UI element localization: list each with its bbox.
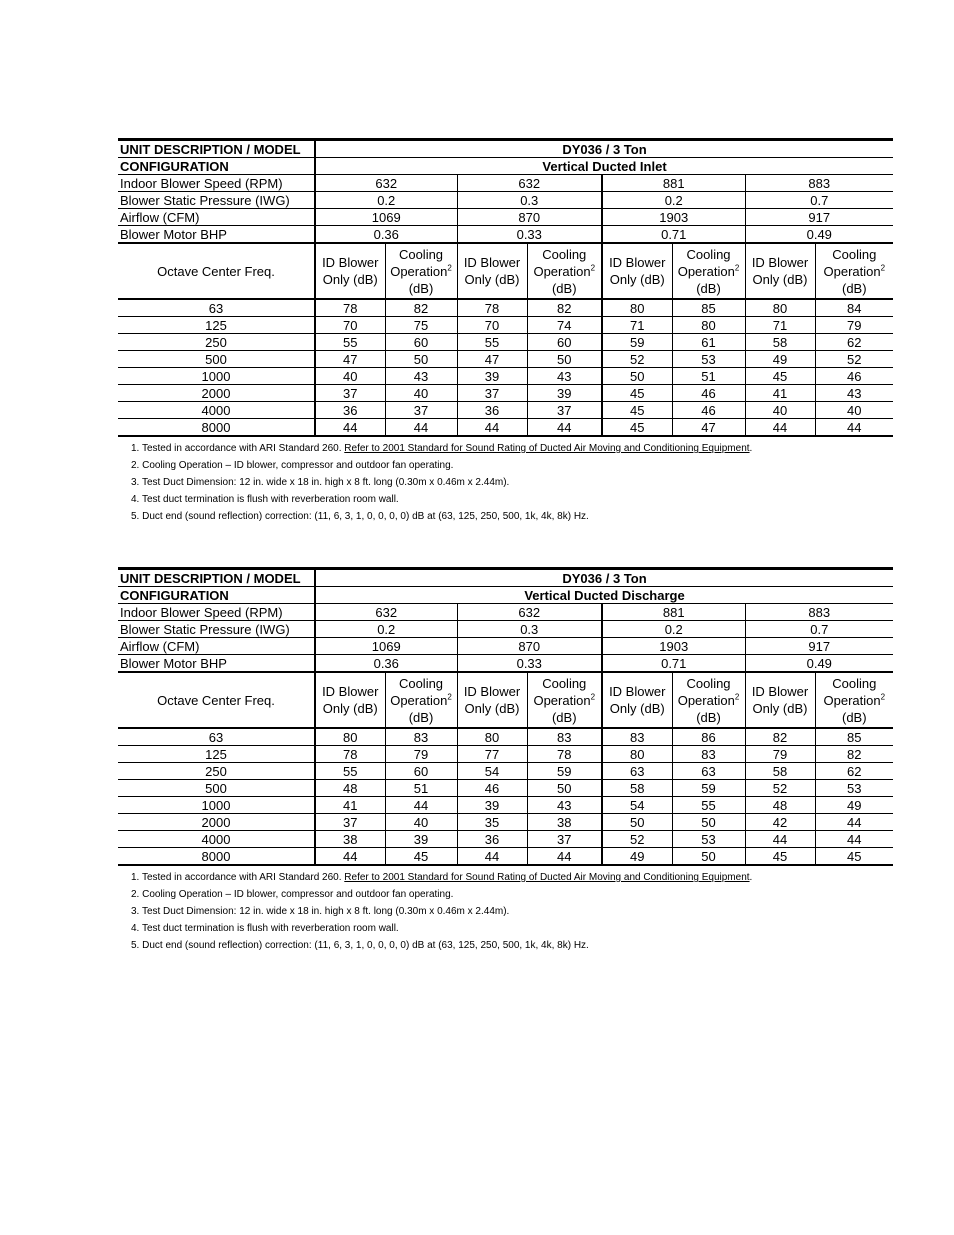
db-value-cell: 80	[315, 728, 385, 746]
db-value-cell: 51	[385, 780, 457, 797]
airflow-value: 1069	[315, 638, 457, 655]
static-pressure-value: 0.7	[745, 621, 893, 638]
db-value-cell: 86	[672, 728, 745, 746]
footnote: 3. Test Duct Dimension: 12 in. wide x 18 in. high x 8 ft. long (0.30m x 0.46m x 2.44m).	[131, 477, 510, 488]
db-value-cell: 55	[315, 334, 385, 351]
db-value-cell: 36	[457, 831, 527, 848]
db-value-cell: 59	[527, 763, 602, 780]
db-value-cell: 52	[602, 831, 672, 848]
db-value-cell: 80	[602, 299, 672, 317]
blower-speed-value: 632	[457, 604, 602, 621]
frequency-cell: 4000	[118, 402, 315, 419]
cooling-operation-header: Cooling Operation$^2$ (dB)	[815, 672, 893, 728]
db-value-cell: 79	[815, 317, 893, 334]
airflow-value: 917	[745, 638, 893, 655]
table-row	[118, 763, 893, 780]
frequency-cell: 1000	[118, 797, 315, 814]
blower-speed-value: 632	[315, 175, 457, 192]
frequency-cell: 4000	[118, 831, 315, 848]
model-value: DY036 / 3 Ton	[315, 140, 893, 158]
db-value-cell: 44	[457, 848, 527, 866]
db-value-cell: 79	[385, 746, 457, 763]
frequency-cell: 8000	[118, 419, 315, 437]
db-value-cell: 47	[315, 351, 385, 368]
db-value-cell: 85	[815, 728, 893, 746]
motor-bhp-value: 0.33	[457, 226, 602, 244]
db-value-cell: 43	[527, 368, 602, 385]
footnote: 2. Cooling Operation – ID blower, compressor and outdoor fan operating.	[131, 460, 454, 471]
db-value-cell: 40	[385, 814, 457, 831]
motor-bhp-value: 0.49	[745, 226, 893, 244]
static-pressure-value: 0.3	[457, 621, 602, 638]
airflow-value: 917	[745, 209, 893, 226]
db-value-cell: 51	[672, 368, 745, 385]
db-value-cell: 52	[815, 351, 893, 368]
blower-speed-value: 881	[602, 175, 745, 192]
airflow-value: 1903	[602, 638, 745, 655]
db-value-cell: 37	[385, 402, 457, 419]
db-value-cell: 50	[672, 814, 745, 831]
static-pressure-value: 0.2	[315, 192, 457, 209]
blower-speed-value: 632	[315, 604, 457, 621]
db-value-cell: 35	[457, 814, 527, 831]
blower-speed-label: Indoor Blower Speed (RPM)	[118, 604, 315, 621]
cooling-operation-header: Cooling Operation$^2$ (dB)	[385, 243, 457, 299]
db-value-cell: 49	[602, 848, 672, 866]
db-value-cell: 38	[315, 831, 385, 848]
db-value-cell: 80	[602, 746, 672, 763]
db-value-cell: 44	[745, 831, 815, 848]
sound-table-discharge	[118, 567, 893, 954]
motor-bhp-label: Blower Motor BHP	[118, 226, 315, 244]
octave-freq-header: Octave Center Freq.	[118, 672, 315, 728]
db-value-cell: 78	[457, 299, 527, 317]
frequency-cell: 2000	[118, 385, 315, 402]
db-value-cell: 39	[527, 385, 602, 402]
db-value-cell: 47	[457, 351, 527, 368]
id-blower-header: ID Blower Only (dB)	[457, 672, 527, 728]
db-value-cell: 60	[385, 334, 457, 351]
db-value-cell: 45	[815, 848, 893, 866]
db-value-cell: 36	[457, 402, 527, 419]
db-value-cell: 45	[745, 848, 815, 866]
table-row	[118, 797, 893, 814]
airflow-label: Airflow (CFM)	[118, 638, 315, 655]
table-row	[118, 848, 893, 866]
db-value-cell: 39	[457, 797, 527, 814]
db-value-cell: 83	[672, 746, 745, 763]
sound-table-inlet	[118, 138, 893, 525]
db-value-cell: 53	[815, 780, 893, 797]
table-row	[118, 402, 893, 419]
footnote: 1. Tested in accordance with ARI Standard 260. Refer to 2001 Standard for Sound Rating of Ducted Air Moving and Conditioning Equipment.	[131, 443, 753, 454]
table-row	[118, 299, 893, 317]
db-value-cell: 42	[745, 814, 815, 831]
db-value-cell: 58	[745, 334, 815, 351]
motor-bhp-value: 0.36	[315, 226, 457, 244]
blower-speed-value: 883	[745, 604, 893, 621]
db-value-cell: 74	[527, 317, 602, 334]
static-pressure-label: Blower Static Pressure (IWG)	[118, 621, 315, 638]
static-pressure-value: 0.7	[745, 192, 893, 209]
db-value-cell: 46	[672, 402, 745, 419]
table-row	[118, 368, 893, 385]
db-value-cell: 44	[457, 419, 527, 437]
static-pressure-value: 0.2	[602, 621, 745, 638]
static-pressure-value: 0.3	[457, 192, 602, 209]
db-value-cell: 58	[745, 763, 815, 780]
db-value-cell: 50	[672, 848, 745, 866]
db-value-cell: 82	[815, 746, 893, 763]
db-value-cell: 70	[315, 317, 385, 334]
db-value-cell: 37	[527, 831, 602, 848]
frequency-cell: 500	[118, 780, 315, 797]
table-row	[118, 334, 893, 351]
standard-reference: Refer to 2001 Standard for Sound Rating of Ducted Air Moving and Conditioning Equipment	[344, 872, 750, 883]
db-value-cell: 60	[385, 763, 457, 780]
static-pressure-value: 0.2	[315, 621, 457, 638]
cooling-operation-header: Cooling Operation$^2$ (dB)	[815, 243, 893, 299]
frequency-cell: 1000	[118, 368, 315, 385]
motor-bhp-value: 0.71	[602, 226, 745, 244]
db-value-cell: 38	[527, 814, 602, 831]
blower-speed-label: Indoor Blower Speed (RPM)	[118, 175, 315, 192]
db-value-cell: 79	[745, 746, 815, 763]
db-value-cell: 59	[602, 334, 672, 351]
db-value-cell: 44	[815, 814, 893, 831]
frequency-cell: 125	[118, 746, 315, 763]
db-value-cell: 40	[385, 385, 457, 402]
footnote: 2. Cooling Operation – ID blower, compressor and outdoor fan operating.	[131, 889, 454, 900]
footnote: 4. Test duct termination is flush with reverberation room wall.	[131, 923, 399, 934]
db-value-cell: 54	[457, 763, 527, 780]
motor-bhp-label: Blower Motor BHP	[118, 655, 315, 673]
octave-freq-header: Octave Center Freq.	[118, 243, 315, 299]
db-value-cell: 37	[315, 814, 385, 831]
db-value-cell: 37	[527, 402, 602, 419]
db-value-cell: 50	[602, 814, 672, 831]
db-value-cell: 40	[315, 368, 385, 385]
db-value-cell: 36	[315, 402, 385, 419]
configuration-label: CONFIGURATION	[118, 158, 315, 175]
db-value-cell: 44	[385, 419, 457, 437]
id-blower-header: ID Blower Only (dB)	[602, 672, 672, 728]
unit-description-label: UNIT DESCRIPTION / MODEL	[118, 140, 315, 158]
db-value-cell: 47	[672, 419, 745, 437]
db-value-cell: 60	[527, 334, 602, 351]
db-value-cell: 61	[672, 334, 745, 351]
table-row	[118, 728, 893, 746]
db-value-cell: 53	[672, 351, 745, 368]
db-value-cell: 53	[672, 831, 745, 848]
db-value-cell: 80	[457, 728, 527, 746]
db-value-cell: 82	[385, 299, 457, 317]
table-row	[118, 351, 893, 368]
db-value-cell: 44	[385, 797, 457, 814]
db-value-cell: 45	[602, 419, 672, 437]
db-value-cell: 40	[745, 402, 815, 419]
db-value-cell: 77	[457, 746, 527, 763]
motor-bhp-value: 0.71	[602, 655, 745, 673]
id-blower-header: ID Blower Only (dB)	[315, 243, 385, 299]
footnotes	[118, 440, 893, 525]
db-value-cell: 50	[527, 351, 602, 368]
db-value-cell: 41	[315, 797, 385, 814]
id-blower-header: ID Blower Only (dB)	[745, 243, 815, 299]
db-value-cell: 83	[602, 728, 672, 746]
db-value-cell: 50	[527, 780, 602, 797]
airflow-value: 870	[457, 638, 602, 655]
footnote: 4. Test duct termination is flush with reverberation room wall.	[131, 494, 399, 505]
airflow-label: Airflow (CFM)	[118, 209, 315, 226]
db-value-cell: 80	[745, 299, 815, 317]
db-value-cell: 55	[672, 797, 745, 814]
db-value-cell: 82	[527, 299, 602, 317]
db-value-cell: 37	[315, 385, 385, 402]
frequency-cell: 8000	[118, 848, 315, 866]
table-row	[118, 746, 893, 763]
db-value-cell: 85	[672, 299, 745, 317]
cooling-operation-header: Cooling Operation$^2$ (dB)	[385, 672, 457, 728]
db-value-cell: 78	[315, 299, 385, 317]
db-value-cell: 78	[527, 746, 602, 763]
airflow-value: 1903	[602, 209, 745, 226]
cooling-operation-header: Cooling Operation$^2$ (dB)	[527, 243, 602, 299]
db-value-cell: 41	[745, 385, 815, 402]
db-value-cell: 71	[602, 317, 672, 334]
frequency-cell: 2000	[118, 814, 315, 831]
footnote: 1. Tested in accordance with ARI Standard 260. Refer to 2001 Standard for Sound Rating of Ducted Air Moving and Conditioning Equipment.	[131, 872, 753, 883]
id-blower-header: ID Blower Only (dB)	[745, 672, 815, 728]
db-value-cell: 44	[315, 848, 385, 866]
db-value-cell: 75	[385, 317, 457, 334]
table-row	[118, 419, 893, 437]
airflow-value: 870	[457, 209, 602, 226]
db-value-cell: 83	[385, 728, 457, 746]
footnote: 5. Duct end (sound reflection) correction: (11, 6, 3, 1, 0, 0, 0, 0) dB at (63, 125, 250, 500, 1k, 4k, 8k) Hz.	[131, 511, 589, 522]
cooling-operation-header: Cooling Operation$^2$ (dB)	[672, 672, 745, 728]
db-value-cell: 52	[745, 780, 815, 797]
db-value-cell: 58	[602, 780, 672, 797]
table-row	[118, 317, 893, 334]
blower-speed-value: 881	[602, 604, 745, 621]
sound-data-table	[118, 138, 893, 437]
db-value-cell: 44	[815, 419, 893, 437]
db-value-cell: 39	[457, 368, 527, 385]
db-value-cell: 46	[815, 368, 893, 385]
db-value-cell: 70	[457, 317, 527, 334]
db-value-cell: 50	[602, 368, 672, 385]
configuration-value: Vertical Ducted Discharge	[315, 587, 893, 604]
table-row	[118, 385, 893, 402]
db-value-cell: 54	[602, 797, 672, 814]
db-value-cell: 44	[527, 848, 602, 866]
model-value: DY036 / 3 Ton	[315, 569, 893, 587]
db-value-cell: 63	[602, 763, 672, 780]
db-value-cell: 63	[672, 763, 745, 780]
db-value-cell: 49	[745, 351, 815, 368]
db-value-cell: 62	[815, 763, 893, 780]
db-value-cell: 44	[527, 419, 602, 437]
table-row	[118, 814, 893, 831]
configuration-label: CONFIGURATION	[118, 587, 315, 604]
db-value-cell: 82	[745, 728, 815, 746]
footnotes	[118, 869, 893, 954]
db-value-cell: 45	[602, 402, 672, 419]
static-pressure-label: Blower Static Pressure (IWG)	[118, 192, 315, 209]
db-value-cell: 45	[602, 385, 672, 402]
db-value-cell: 49	[815, 797, 893, 814]
static-pressure-value: 0.2	[602, 192, 745, 209]
db-value-cell: 84	[815, 299, 893, 317]
motor-bhp-value: 0.36	[315, 655, 457, 673]
blower-speed-value: 632	[457, 175, 602, 192]
db-value-cell: 78	[315, 746, 385, 763]
db-value-cell: 44	[745, 419, 815, 437]
db-value-cell: 59	[672, 780, 745, 797]
footnote: 5. Duct end (sound reflection) correction: (11, 6, 3, 1, 0, 0, 0, 0) dB at (63, 125, 250, 500, 1k, 4k, 8k) Hz.	[131, 940, 589, 951]
db-value-cell: 46	[457, 780, 527, 797]
db-value-cell: 44	[815, 831, 893, 848]
db-value-cell: 48	[745, 797, 815, 814]
db-value-cell: 37	[457, 385, 527, 402]
footnote: 3. Test Duct Dimension: 12 in. wide x 18 in. high x 8 ft. long (0.30m x 0.46m x 2.44m).	[131, 906, 510, 917]
unit-description-label: UNIT DESCRIPTION / MODEL	[118, 569, 315, 587]
db-value-cell: 48	[315, 780, 385, 797]
configuration-value: Vertical Ducted Inlet	[315, 158, 893, 175]
db-value-cell: 62	[815, 334, 893, 351]
db-value-cell: 43	[527, 797, 602, 814]
db-value-cell: 55	[315, 763, 385, 780]
db-value-cell: 46	[672, 385, 745, 402]
motor-bhp-value: 0.33	[457, 655, 602, 673]
id-blower-header: ID Blower Only (dB)	[457, 243, 527, 299]
motor-bhp-value: 0.49	[745, 655, 893, 673]
db-value-cell: 40	[815, 402, 893, 419]
db-value-cell: 44	[315, 419, 385, 437]
frequency-cell: 63	[118, 728, 315, 746]
table-row	[118, 831, 893, 848]
db-value-cell: 83	[527, 728, 602, 746]
frequency-cell: 63	[118, 299, 315, 317]
cooling-operation-header: Cooling Operation$^2$ (dB)	[527, 672, 602, 728]
db-value-cell: 45	[745, 368, 815, 385]
frequency-cell: 500	[118, 351, 315, 368]
db-value-cell: 43	[815, 385, 893, 402]
cooling-operation-header: Cooling Operation$^2$ (dB)	[672, 243, 745, 299]
db-value-cell: 71	[745, 317, 815, 334]
sound-data-table	[118, 567, 893, 866]
frequency-cell: 250	[118, 763, 315, 780]
db-value-cell: 43	[385, 368, 457, 385]
table-row	[118, 780, 893, 797]
id-blower-header: ID Blower Only (dB)	[315, 672, 385, 728]
db-value-cell: 45	[385, 848, 457, 866]
frequency-cell: 125	[118, 317, 315, 334]
airflow-value: 1069	[315, 209, 457, 226]
db-value-cell: 80	[672, 317, 745, 334]
id-blower-header: ID Blower Only (dB)	[602, 243, 672, 299]
standard-reference: Refer to 2001 Standard for Sound Rating of Ducted Air Moving and Conditioning Equipment	[344, 443, 750, 454]
db-value-cell: 52	[602, 351, 672, 368]
db-value-cell: 39	[385, 831, 457, 848]
blower-speed-value: 883	[745, 175, 893, 192]
db-value-cell: 55	[457, 334, 527, 351]
db-value-cell: 50	[385, 351, 457, 368]
frequency-cell: 250	[118, 334, 315, 351]
